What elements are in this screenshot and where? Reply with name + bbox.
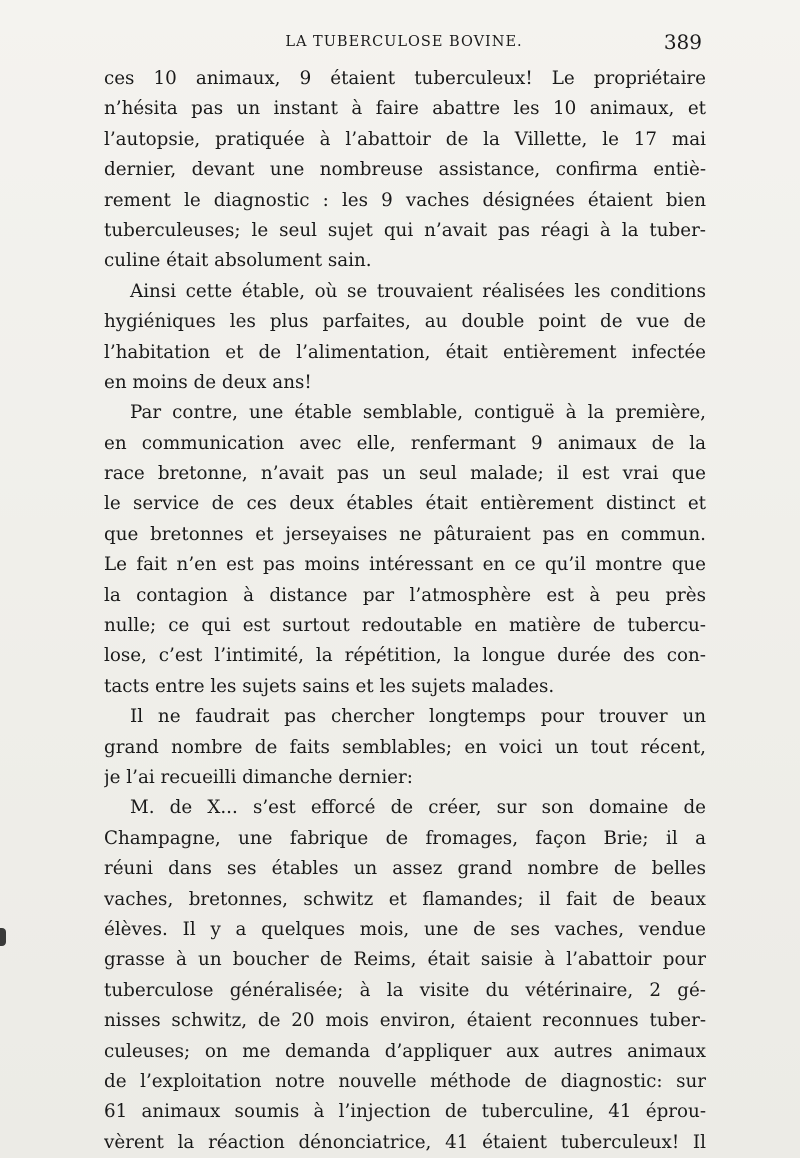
text-line: que bretonnes et jerseyaises ne pâturaient pas en commun. <box>104 523 706 545</box>
body-text <box>104 64 706 1158</box>
text-line: Champagne, une fabrique de fromages, façon Brie; il a <box>104 827 706 849</box>
paragraph-start-line: Il ne faudrait pas chercher longtemps pour trouver un <box>130 706 706 728</box>
text-line: rement le diagnostic : les 9 vaches désignées étaient bien <box>104 189 706 211</box>
text-line: je l’ai recueilli dimanche dernier: <box>104 766 413 788</box>
paragraph-start-line: Par contre, une étable semblable, contiguë à la première, <box>130 402 706 424</box>
text-line: le service de ces deux étables était entièrement distinct et <box>104 493 706 515</box>
text-line: en moins de deux ans! <box>104 371 312 393</box>
text-line: vaches, bretonnes, schwitz et flamandes; il fait de beaux <box>104 888 706 910</box>
text-line: élèves. Il y a quelques mois, une de ses vaches, vendue <box>104 918 706 940</box>
text-line: tacts entre les sujets sains et les sujets malades. <box>104 675 555 697</box>
text-line: ces 10 animaux, 9 étaient tuberculeux! Le propriétaire <box>104 68 706 89</box>
text-line: culine était absolument sain. <box>104 250 372 272</box>
text-line: en communication avec elle, renfermant 9 animaux de la <box>104 432 706 454</box>
paragraph-start-line: M. de X... s’est efforcé de créer, sur son domaine de <box>130 797 706 819</box>
text-line: nulle; ce qui est surtout redoutable en matière de tubercu- <box>104 615 706 637</box>
text-line: grasse à un boucher de Reims, était saisie à l’abattoir pour <box>104 949 706 971</box>
text-line: l’autopsie, pratiquée à l’abattoir de la Villette, le 17 mai <box>104 128 706 150</box>
text-line: dernier, devant une nombreuse assistance, confirma entiè- <box>104 159 706 181</box>
running-title: LA TUBERCULOSE BOVINE. <box>285 34 523 50</box>
text-line: de l’exploitation notre nouvelle méthode de diagnostic: sur <box>104 1070 706 1092</box>
text-line: réuni dans ses étables un assez grand nombre de belles <box>104 858 706 880</box>
text-line: 61 animaux soumis à l’injection de tuberculine, 41 éprou- <box>104 1101 706 1123</box>
text-line: culeuses; on me demanda d’appliquer aux autres animaux <box>104 1040 706 1062</box>
text-line: l’habitation et de l’alimentation, était entièrement infectée <box>104 341 706 363</box>
text-line: la contagion à distance par l’atmosphère est à peu près <box>104 584 706 606</box>
text-line: nisses schwitz, de 20 mois environ, étaient reconnues tuber- <box>104 1010 706 1032</box>
text-line: vèrent la réaction dénonciatrice, 41 étaient tuberculeux! Il <box>104 1131 706 1153</box>
text-line: lose, c’est l’intimité, la répétition, la longue durée des con- <box>104 645 706 667</box>
binding-edge-mark <box>0 928 6 946</box>
page-number: 389 <box>663 30 702 54</box>
text-line: race bretonne, n’avait pas un seul malade; il est vrai que <box>104 463 706 485</box>
text-line: n’hésita pas un instant à faire abattre les 10 animaux, et <box>104 98 706 120</box>
text-line: hygiéniques les plus parfaites, au double point de vue de <box>104 311 706 333</box>
text-line: tuberculose généralisée; à la visite du vétérinaire, 2 gé- <box>104 979 706 1001</box>
paragraph-start-line: Ainsi cette étable, où se trouvaient réalisées les conditions <box>130 280 706 302</box>
page-header <box>104 30 704 60</box>
text-line: grand nombre de faits semblables; en voici un tout récent, <box>104 736 706 758</box>
text-line: tuberculeuses; le seul sujet qui n’avait pas réagi à la tuber- <box>104 219 706 241</box>
text-line: Le fait n’en est pas moins intéressant en ce qu’il montre que <box>104 554 706 576</box>
